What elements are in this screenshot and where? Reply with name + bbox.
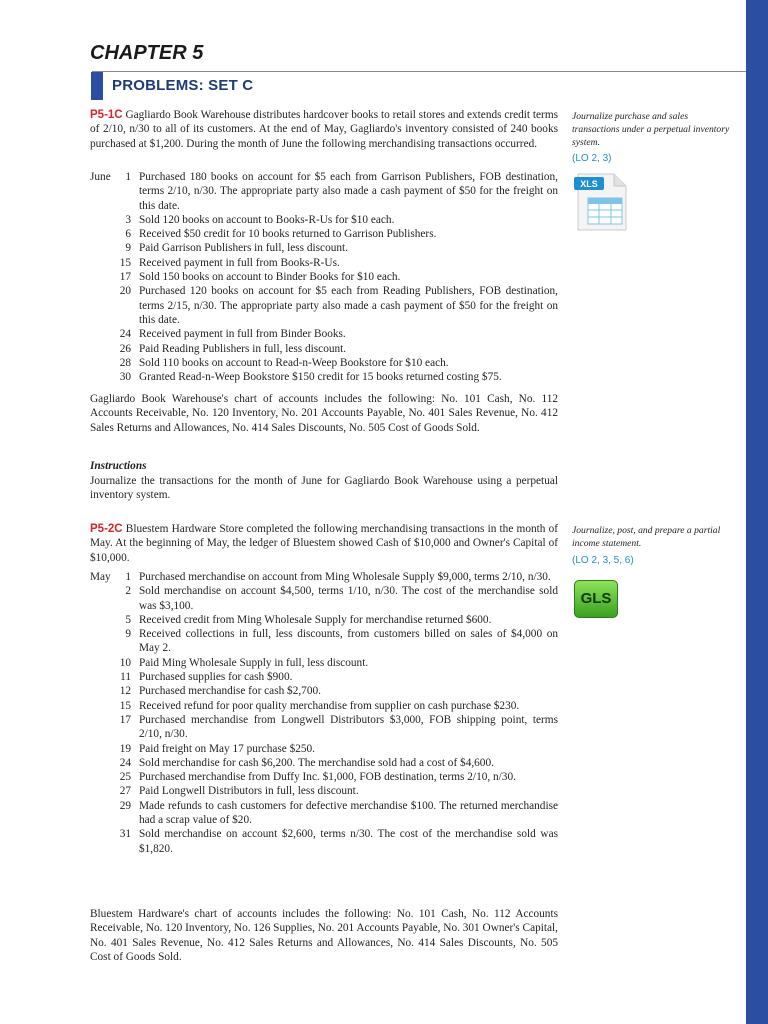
- problem-1-intro: [90, 108, 558, 151]
- instructions-text: Journalize the transactions for the month of June for Gagliardo Book Warehouse using a perpetual inventory system.: [90, 475, 558, 502]
- transaction-row: 3 Sold 120 books on account to Books-R-Us for $10 each.: [125, 213, 395, 226]
- xls-label: XLS: [580, 179, 598, 189]
- transaction-row: 20 Purchased 120 books on account for $5 each from Reading Publishers, FOB destination, terms 2/15, n/30. The appropriate party also made a cash payment of $50 for the freight on this date.: [119, 285, 558, 326]
- transaction-row: 6 Received $50 credit for 10 books returned to Garrison Publishers.: [125, 228, 437, 241]
- problem-1-intro-text: Gagliardo Book Warehouse distributes hardcover books to retail stores and extends credit terms of 2/10, n/30 to all of its customers. At the end of May, Gagliardo's inventory consisted of 240 books purchased at $1,200. During the month of June the following merchandising transactions occurred.: [90, 109, 558, 150]
- transaction-row: 26 Paid Reading Publishers in full, less discount.: [119, 342, 347, 355]
- transaction-row: 2 Sold merchandise on account $4,500, terms 1/10, n/30. The cost of the merchandise sold was $3,100.: [125, 585, 558, 612]
- transaction-row: 9 Paid Garrison Publishers in full, less discount.: [125, 242, 348, 255]
- instructions-heading: Instructions: [90, 460, 147, 472]
- transaction-row: 10 Paid Ming Wholesale Supply in full, less discount.: [119, 656, 369, 669]
- transaction-row: 29 Made refunds to cash customers for defective merchandise $100. The returned merchandise had a scrap value of $20.: [119, 799, 558, 827]
- transaction-row: 28 Sold 110 books on account to Read-n-Weep Bookstore for $10 each.: [119, 356, 449, 369]
- transaction-row: May 1 Purchased merchandise on account from Ming Wholesale Supply $9,000, terms 2/10, n/30.: [90, 571, 551, 583]
- problem-2-objective: Journalize, post, and prepare a partial income statement.: [572, 525, 721, 549]
- general-ledger-software-icon[interactable]: GLS: [574, 580, 618, 618]
- problem-1-learning-objectives: (LO 2, 3): [572, 153, 612, 164]
- chapter-heading: CHAPTER 5: [90, 42, 204, 64]
- section-marker: [91, 72, 103, 100]
- problem-2-transactions: [90, 570, 558, 856]
- transaction-row: 11 Purchased supplies for cash $900.: [120, 671, 293, 684]
- problem-1-id: P5-1C: [90, 109, 123, 121]
- right-edge-bar: [746, 0, 768, 1024]
- problem-2-accounts: Bluestem Hardware's chart of accounts includes the following: No. 101 Cash, No. 112 Accounts Receivable, No. 120 Inventory, No. 126 Supplies, No. 201 Accounts Payable, No. 301 Owner's Capital, No. 401 Sales Revenue, No. 412 Sales Returns and Allowances, No. 414 Sales Discounts, No. 505 Cost of Goods Sold.: [90, 908, 558, 963]
- excel-spreadsheet-icon[interactable]: [574, 172, 628, 232]
- problem-2-id: P5-2C: [90, 523, 123, 535]
- transaction-row: 24 Sold merchandise for cash $6,200. The merchandise sold had a cost of $4,600.: [119, 756, 494, 769]
- problem-2-intro: [90, 522, 558, 565]
- transaction-row: 15 Received refund for poor quality merchandise from supplier on cash purchase $230.: [119, 699, 520, 712]
- transaction-row: 30 Granted Read-n-Weep Bookstore $150 credit for 15 books returned costing $75.: [119, 371, 502, 384]
- transaction-row: 9 Received collections in full, less discounts, from customers billed on sales of $4,000 on May 2.: [125, 628, 558, 655]
- transaction-row: 17 Purchased merchandise from Longwell Distributors $3,000, FOB shipping point, terms 2/10, n/30.: [119, 713, 558, 741]
- transaction-row: 31 Sold merchandise on account $2,600, terms n/30. The cost of the merchandise sold was $1,820.: [119, 828, 558, 855]
- heading-rule: [92, 71, 746, 72]
- transaction-row: 15 Received payment in full from Books-R-Us.: [119, 256, 340, 269]
- problem-1-accounts: Gagliardo Book Warehouse's chart of accounts includes the following: No. 101 Cash, No. 112 Accounts Receivable, No. 120 Inventory, No. 201 Accounts Payable, No. 401 Sales Revenue, No. 412 Sales Returns and Allowances, No. 414 Sales Discounts, No. 505 Cost of Goods Sold.: [90, 393, 558, 434]
- problem-1-objective: Journalize purchase and sales transactions under a perpetual inventory system.: [572, 111, 730, 148]
- transaction-row: 24 Received payment in full from Binder Books.: [119, 328, 346, 341]
- transaction-row: 27 Paid Longwell Distributors in full, less discount.: [119, 785, 359, 798]
- transaction-row: 19 Paid freight on May 17 purchase $250.: [119, 742, 316, 755]
- transaction-row: 5 Received credit from Ming Wholesale Supply for merchandise returned $600.: [125, 613, 492, 626]
- transaction-row: 17 Sold 150 books on account to Binder Books for $10 each.: [119, 271, 401, 284]
- transaction-row: 25 Purchased merchandise from Duffy Inc. $1,000, FOB destination, terms 2/10, n/30.: [119, 771, 516, 784]
- problem-2-intro-text: Bluestem Hardware Store completed the following merchandising transactions in the month of May. At the beginning of May, the ledger of Bluestem showed Cash of $10,000 and Owner's Capital of $10,000.: [90, 523, 558, 564]
- transaction-row: 12 Purchased merchandise for cash $2,700.: [119, 685, 321, 698]
- transaction-row: June 1 Purchased 180 books on account for $5 each from Garrison Publishers, FOB destination, terms 2/10, n/30. The appropriate party also made a cash payment of $50 for the freight on this date.: [90, 171, 558, 212]
- section-title: PROBLEMS: SET C: [112, 77, 254, 94]
- problem-1-transactions: [90, 170, 558, 384]
- problem-2-learning-objectives: (LO 2, 3, 5, 6): [572, 555, 634, 566]
